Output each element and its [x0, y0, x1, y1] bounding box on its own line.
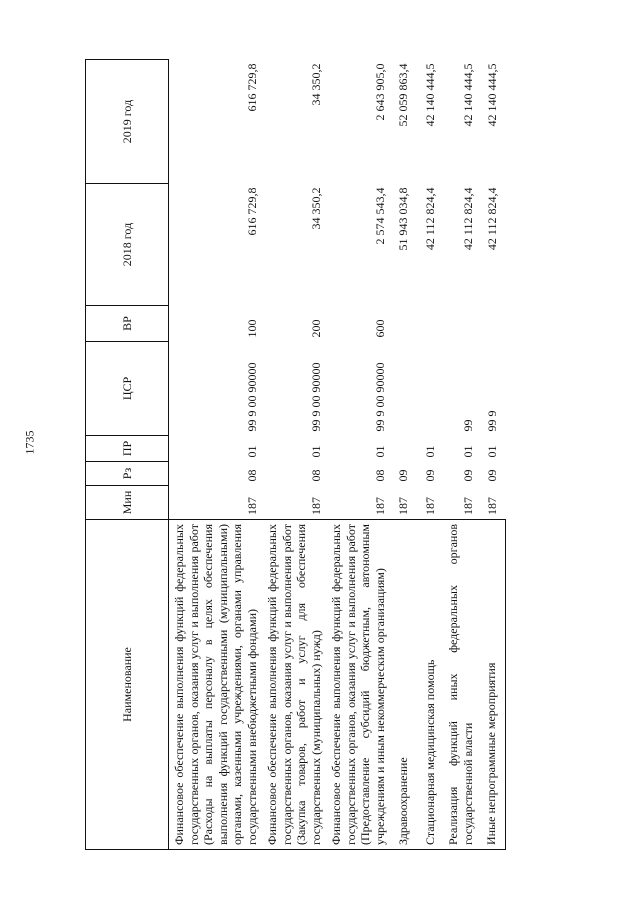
header-vr: ВР	[86, 306, 169, 342]
row-pr: 01	[460, 445, 475, 458]
row-2018: 42 112 824,4	[422, 187, 437, 251]
row-rz: 09	[460, 469, 475, 482]
table-row	[443, 60, 478, 850]
row-pr: 01	[308, 445, 323, 458]
header-name: Наименование	[86, 520, 169, 850]
row-vr: 100	[244, 319, 259, 338]
row-name: Финансовое обеспечение выполнения функций федеральных государственных органов, оказания услуг и выполнения работ (Предоставление субсидий бюджетным, автономным учреждениям и иным некоммерческим организациям)	[326, 520, 390, 850]
row-pr: 01	[484, 445, 499, 458]
row-csr: 99 9 00 90000	[244, 362, 259, 432]
row-min: 187	[372, 497, 387, 515]
row-name: Финансовое обеспечение выполнения функций федеральных государственных органов, оказания услуг и выполнения работ (Расходы на выплаты персоналу в целях обеспечения выполнения функций государственными (муниципальными) органами, казенными учреждениями, органами управления государственными внебюджетными фондами)	[169, 520, 263, 850]
row-name: Иные непрограммные мероприятия	[478, 520, 505, 850]
row-2019: 42 140 444,5	[460, 63, 475, 127]
row-rz: 09	[396, 469, 410, 482]
header-2019: 2019 год	[86, 60, 169, 184]
row-min: 187	[308, 497, 323, 515]
row-csr: 99 9	[484, 410, 499, 432]
row-csr: 99	[460, 419, 475, 432]
page-number: 1735	[22, 430, 37, 455]
budget-table	[85, 59, 506, 850]
row-rz: 09	[484, 469, 499, 482]
table-row	[326, 60, 390, 850]
table-row	[390, 60, 417, 850]
row-vr: 600	[372, 319, 387, 338]
row-min: 187	[484, 497, 499, 515]
row-pr: 01	[244, 445, 259, 458]
row-rz: 08	[308, 469, 323, 482]
row-min: 187	[422, 497, 437, 515]
table-row	[169, 60, 263, 850]
row-pr	[390, 436, 417, 462]
row-vr	[478, 306, 505, 342]
row-2019: 34 350,2	[308, 63, 323, 106]
row-name: Здравоохранение	[390, 520, 417, 850]
row-pr: 01	[422, 445, 437, 458]
row-name: Финансовое обеспечение выполнения функций федеральных государственных органов, оказания услуг и выполнения работ (Закупка товаров, работ и услуг для обеспечения государственных (муниципальных) нужд)	[262, 520, 326, 850]
row-2019: 42 140 444,5	[422, 63, 437, 127]
row-2019: 2 643 905,0	[372, 63, 387, 121]
header-min: Мин	[86, 486, 169, 520]
row-2018: 2 574 543,4	[372, 187, 387, 245]
row-vr	[443, 306, 478, 342]
row-min: 187	[396, 497, 410, 515]
row-name: Стационарная медицинская помощь	[417, 520, 444, 850]
row-name: Реализация функций иных федеральных органов государственной власти	[443, 520, 478, 850]
row-csr: 99 9 00 90000	[308, 362, 323, 432]
row-2019: 52 059 863,4	[396, 63, 410, 127]
row-min: 187	[460, 497, 475, 515]
header-csr: ЦСР	[86, 342, 169, 436]
row-vr	[417, 306, 444, 342]
row-pr: 01	[372, 445, 387, 458]
header-pr: ПР	[86, 436, 169, 462]
row-rz: 08	[244, 469, 259, 482]
header-rz: Рз	[86, 462, 169, 486]
row-2019: 616 729,8	[244, 63, 259, 112]
row-2018: 42 112 824,4	[460, 187, 475, 251]
row-rz: 08	[372, 469, 387, 482]
row-csr	[390, 342, 417, 436]
row-2019: 42 140 444,5	[484, 63, 499, 127]
row-csr	[417, 342, 444, 436]
row-rz: 09	[422, 469, 437, 482]
row-csr: 99 9 00 90000	[372, 362, 387, 432]
table-row	[417, 60, 444, 850]
row-2018: 42 112 824,4	[484, 187, 499, 251]
row-2018: 34 350,2	[308, 187, 323, 230]
row-vr: 200	[308, 319, 323, 338]
header-2018: 2018 год	[86, 184, 169, 306]
table-row	[478, 60, 505, 850]
table-row	[262, 60, 326, 850]
row-2018: 51 943 034,8	[396, 187, 410, 251]
table-header-row	[86, 60, 169, 850]
budget-table-rotated	[85, 60, 595, 850]
row-2018: 616 729,8	[244, 187, 259, 236]
row-vr	[390, 306, 417, 342]
row-min: 187	[244, 497, 259, 515]
